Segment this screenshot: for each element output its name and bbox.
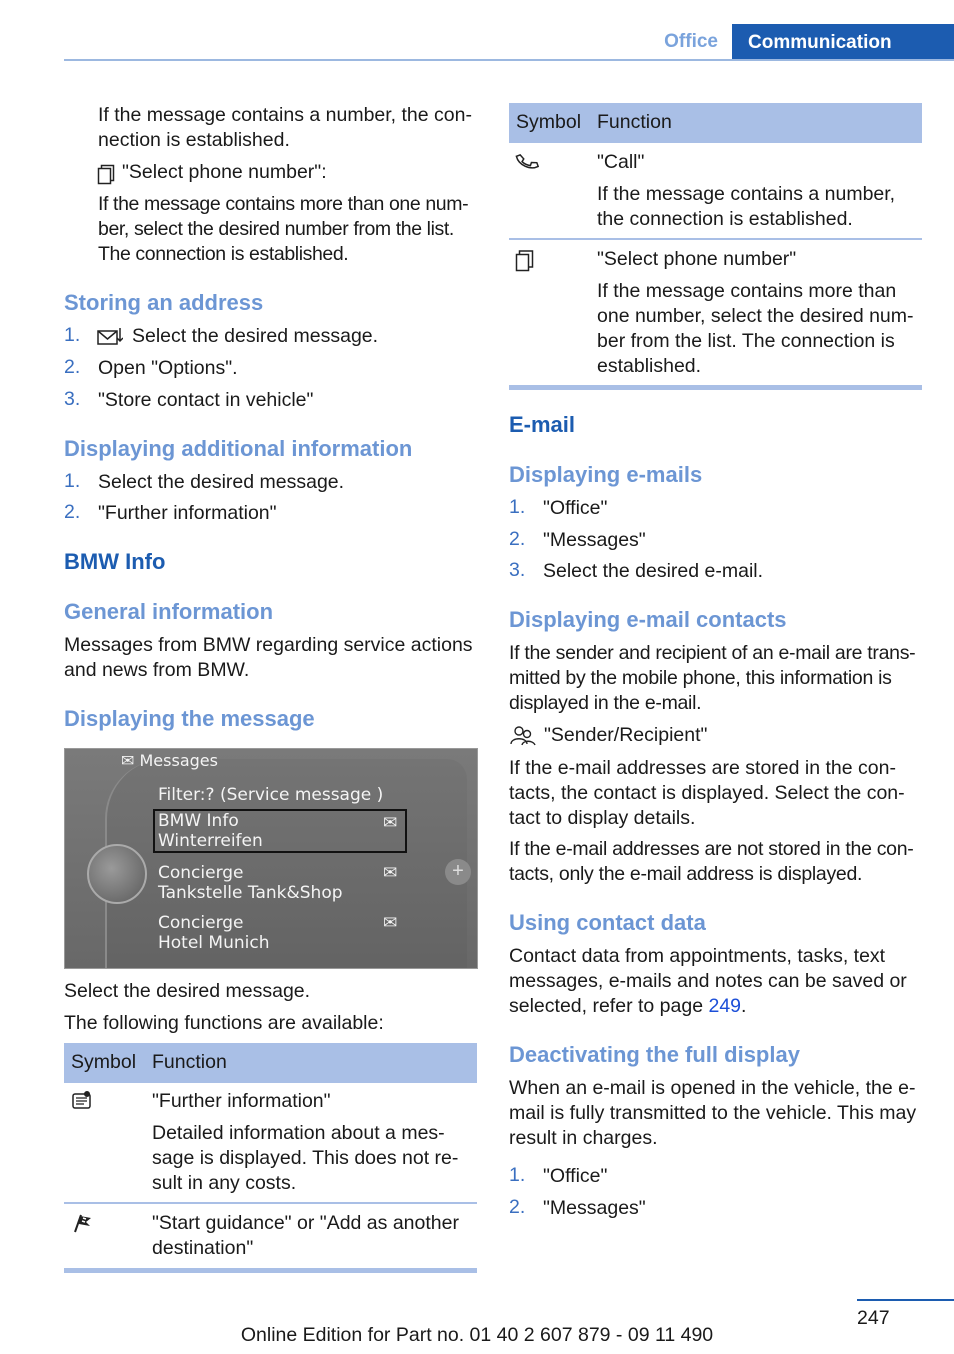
screen-item-2-line1[interactable]: Concierge: [158, 863, 244, 883]
sender-recipient-label: "Sender/Recipient": [544, 724, 708, 746]
further-information-icon: [71, 1090, 93, 1112]
messages-icon: ✉︎: [121, 751, 140, 770]
plus-icon: +: [445, 859, 471, 885]
header-rule: [64, 59, 954, 61]
screen-filter: Filter:? (Service message ): [158, 785, 384, 805]
screen-item-1-line2: Winterreifen: [158, 831, 263, 851]
col-function: Function: [597, 111, 672, 133]
phone-number-list-icon: [515, 249, 535, 273]
col-symbol: Symbol: [516, 111, 582, 133]
table-divider: [64, 1202, 477, 1204]
additional-step-2: "Further information": [98, 502, 277, 524]
using-contact-data-text: Contact data from appointments, tasks, text messages, e-mails and notes can be saved or selected, refer to page 249.: [509, 945, 907, 1017]
envelope-message-icon: [97, 327, 123, 347]
envelope-icon: ✉: [383, 813, 398, 833]
col-symbol: Symbol: [71, 1051, 137, 1073]
left-table-header: [64, 1043, 477, 1083]
step-number: 3.: [64, 388, 81, 410]
screen-title: ✉︎ Messages: [121, 751, 218, 770]
intro-paragraph-2: If the message contains more than one num- ber, select the desired number from the list. The connection is established.: [98, 193, 469, 265]
deactivating-full-display-heading: Deactivating the full display: [509, 1042, 800, 1067]
select-desired-message: Select the desired message.: [64, 980, 311, 1002]
step-number: 3.: [509, 559, 526, 581]
envelope-icon: ✉: [383, 913, 398, 933]
screen-item-1-line1[interactable]: BMW Info: [158, 811, 239, 831]
email-step-2: "Messages": [543, 529, 646, 551]
screen-item-3-line2: Hotel Munich: [158, 933, 270, 953]
using-contact-data-heading: Using contact data: [509, 910, 706, 935]
step-number: 2.: [509, 528, 526, 550]
screen-item-3-line1[interactable]: Concierge: [158, 913, 244, 933]
email-heading: E-mail: [509, 412, 576, 437]
general-info-text: Messages from BMW regarding service actions and news from BMW.: [64, 634, 473, 681]
storing-step-1: Select the desired message.: [132, 325, 379, 347]
displaying-emails-heading: Displaying e-mails: [509, 462, 703, 487]
table-divider: [509, 238, 922, 240]
bmw-info-heading: BMW Info: [64, 549, 166, 574]
page-249-link[interactable]: 249: [708, 995, 742, 1017]
edition-footer: Online Edition for Part no. 01 40 2 607 879 - 09 11 490: [240, 1324, 714, 1346]
start-guidance-flag-icon: [71, 1212, 95, 1234]
storing-step-3: "Store contact in vehicle": [98, 389, 314, 411]
additional-info-heading: Displaying additional information: [64, 436, 413, 461]
not-stored-contacts-text: If the e-mail addresses are not stored in the con- tacts, only the e-mail address is displayed.: [509, 838, 914, 885]
select-phone-number-desc: If the message contains more than one number, select the desired num- ber from the list. The connection is established.: [597, 280, 914, 377]
tab-office[interactable]: Office: [664, 31, 718, 52]
phone-handset-icon: [515, 150, 539, 174]
call-title: "Call": [597, 151, 645, 173]
additional-step-1: Select the desired message.: [98, 471, 345, 493]
email-step-1: "Office": [543, 497, 608, 519]
step-number: 1.: [64, 470, 81, 492]
further-information-desc: Detailed information about a mes- sage is displayed. This does not re- sult in any costs.: [152, 1122, 459, 1194]
select-phone-number-title: "Select phone number": [597, 248, 797, 270]
step-number: 1.: [509, 496, 526, 518]
messages-screen-image: [64, 748, 478, 969]
select-phone-number-label: "Select phone number":: [122, 161, 327, 183]
general-info-heading: General information: [64, 599, 274, 624]
table-bottom-rule: [509, 385, 922, 390]
footer-rule: [857, 1299, 954, 1301]
displaying-message-heading: Displaying the message: [64, 706, 315, 731]
deactivating-text: When an e-mail is opened in the vehicle, the e- mail is fully transmitted to the vehicle. This may result in charges.: [509, 1077, 917, 1149]
screen-item-2-line2: Tankstelle Tank&Shop: [158, 883, 343, 903]
start-guidance-text: "Start guidance" or "Add as another destination": [152, 1212, 459, 1259]
intro-paragraph-1: If the message contains a number, the con- nection is established.: [98, 104, 472, 151]
envelope-icon: ✉: [383, 863, 398, 883]
email-contacts-text: If the sender and recipient of an e-mail are trans- mitted by the mobile phone, this information is displayed in the e-mail.: [509, 642, 916, 714]
right-table-header: [509, 103, 922, 143]
step-number: 2.: [509, 1196, 526, 1218]
col-function: Function: [152, 1051, 227, 1073]
step-number: 2.: [64, 501, 81, 523]
storing-address-heading: Storing an address: [64, 290, 264, 315]
phone-number-list-icon: [97, 163, 115, 185]
deact-step-1: "Office": [543, 1165, 608, 1187]
step-number: 1.: [509, 1164, 526, 1186]
email-step-3: Select the desired e-mail.: [543, 560, 764, 582]
storing-step-2: Open "Options".: [98, 357, 238, 379]
email-contacts-heading: Displaying e-mail contacts: [509, 607, 787, 632]
tab-communication[interactable]: Communication: [732, 24, 954, 61]
deact-step-2: "Messages": [543, 1197, 646, 1219]
step-number: 1.: [64, 324, 81, 346]
step-number: 2.: [64, 356, 81, 378]
stored-contacts-text: If the e-mail addresses are stored in the con- tacts, the contact is displayed. Select the con- tact to display details.: [509, 757, 905, 829]
following-functions: The following functions are available:: [64, 1012, 384, 1034]
page-number: 247: [857, 1307, 890, 1329]
sender-recipient-icon: [509, 725, 537, 747]
controller-knob-icon: [87, 844, 147, 904]
table-bottom-rule: [64, 1268, 477, 1273]
further-information-title: "Further information": [152, 1090, 331, 1112]
call-desc: If the message contains a number, the connection is established.: [597, 183, 896, 230]
